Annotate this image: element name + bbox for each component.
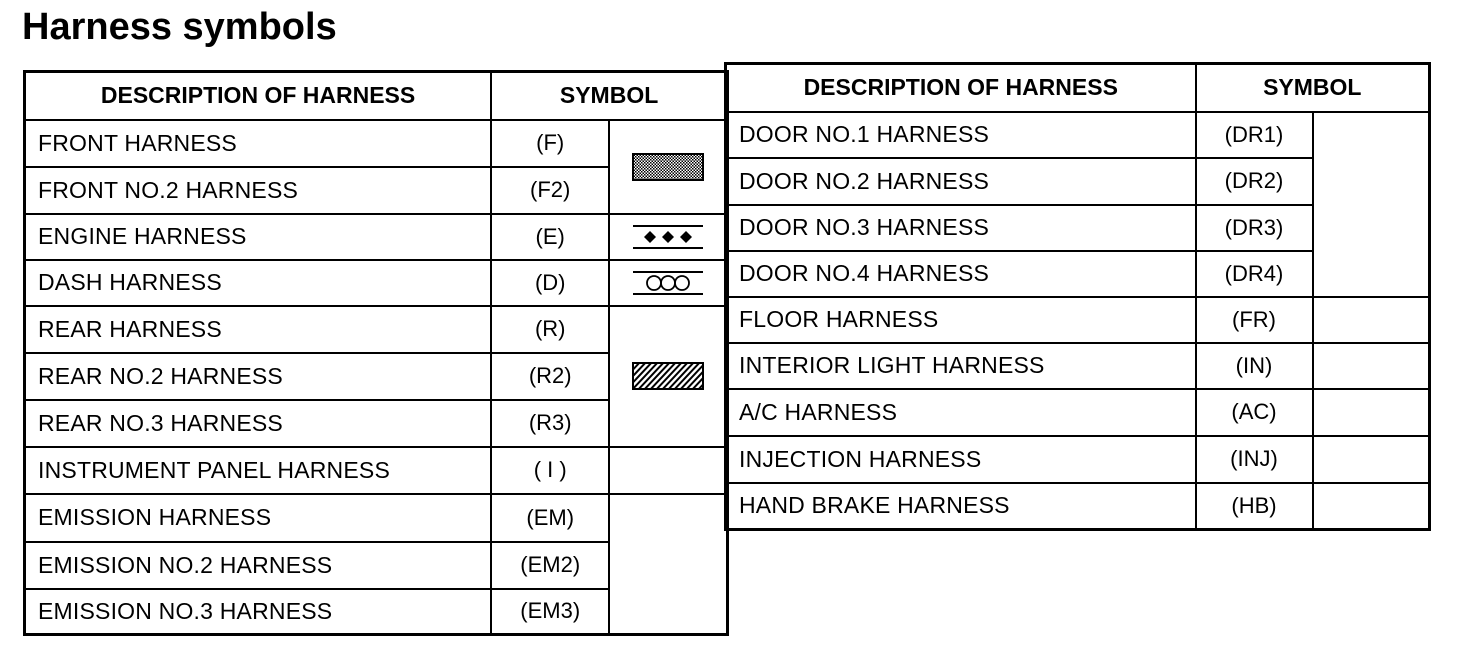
harness-description: FLOOR HARNESS bbox=[726, 297, 1196, 343]
harness-description: HAND BRAKE HARNESS bbox=[726, 483, 1196, 530]
symbol-header: SYMBOL bbox=[1196, 64, 1430, 112]
table-row bbox=[25, 306, 728, 353]
table-row bbox=[25, 494, 728, 542]
symbol-header: SYMBOL bbox=[491, 72, 727, 120]
harness-code: (DR4) bbox=[1196, 251, 1313, 297]
harness-description: EMISSION NO.2 HARNESS bbox=[25, 542, 492, 589]
empty-symbol-cell bbox=[1313, 436, 1430, 483]
engine-symbol-cell bbox=[609, 214, 727, 260]
harness-code: (AC) bbox=[1196, 389, 1313, 436]
harness-description: INSTRUMENT PANEL HARNESS bbox=[25, 447, 492, 494]
harness-code: (R2) bbox=[491, 353, 609, 400]
dotted-fill-icon bbox=[632, 153, 704, 181]
empty-symbol-cell bbox=[1313, 343, 1430, 389]
hatched-fill-icon bbox=[632, 362, 704, 390]
table-row bbox=[726, 436, 1430, 483]
table-row bbox=[726, 483, 1430, 530]
empty-symbol-cell bbox=[609, 494, 727, 635]
table-header-row bbox=[25, 72, 728, 120]
harness-description: REAR NO.2 HARNESS bbox=[25, 353, 492, 400]
harness-code: (EM2) bbox=[491, 542, 609, 589]
right-harness-table bbox=[724, 62, 1431, 531]
left-harness-table bbox=[23, 70, 729, 636]
harness-code: (E) bbox=[491, 214, 609, 260]
table-row bbox=[726, 343, 1430, 389]
table-row bbox=[726, 389, 1430, 436]
rear-symbol-cell bbox=[609, 306, 727, 447]
empty-symbol-cell bbox=[609, 447, 727, 494]
harness-code: (EM3) bbox=[491, 589, 609, 635]
empty-symbol-cell bbox=[1313, 389, 1430, 436]
harness-code: (FR) bbox=[1196, 297, 1313, 343]
harness-description: INTERIOR LIGHT HARNESS bbox=[726, 343, 1196, 389]
harness-description: DOOR NO.3 HARNESS bbox=[726, 205, 1196, 251]
harness-code: (DR3) bbox=[1196, 205, 1313, 251]
harness-code: (INJ) bbox=[1196, 436, 1313, 483]
table-row bbox=[25, 447, 728, 494]
diamond-line-icon bbox=[632, 223, 704, 251]
empty-symbol-cell bbox=[1313, 483, 1430, 530]
harness-code: (R3) bbox=[491, 400, 609, 447]
harness-description: EMISSION HARNESS bbox=[25, 494, 492, 542]
harness-description: ENGINE HARNESS bbox=[25, 214, 492, 260]
table-row bbox=[25, 260, 728, 306]
page-title: Harness symbols bbox=[22, 6, 337, 48]
empty-symbol-cell bbox=[1313, 297, 1430, 343]
harness-code: (DR1) bbox=[1196, 112, 1313, 158]
harness-code: (R) bbox=[491, 306, 609, 353]
harness-description: DOOR NO.4 HARNESS bbox=[726, 251, 1196, 297]
harness-description: REAR NO.3 HARNESS bbox=[25, 400, 492, 447]
harness-code: ( I ) bbox=[491, 447, 609, 494]
front-symbol-cell bbox=[609, 120, 727, 214]
description-header: DESCRIPTION OF HARNESS bbox=[25, 72, 492, 120]
table-header-row bbox=[726, 64, 1430, 112]
harness-description: FRONT HARNESS bbox=[25, 120, 492, 167]
table-row bbox=[726, 112, 1430, 158]
harness-code: (DR2) bbox=[1196, 158, 1313, 205]
harness-code: (HB) bbox=[1196, 483, 1313, 530]
table-row bbox=[25, 214, 728, 260]
harness-code: (D) bbox=[491, 260, 609, 306]
table-row bbox=[25, 120, 728, 167]
harness-description: INJECTION HARNESS bbox=[726, 436, 1196, 483]
description-header: DESCRIPTION OF HARNESS bbox=[726, 64, 1196, 112]
empty-symbol-cell bbox=[1313, 112, 1430, 297]
harness-description: DOOR NO.1 HARNESS bbox=[726, 112, 1196, 158]
harness-code: (IN) bbox=[1196, 343, 1313, 389]
harness-code: (EM) bbox=[491, 494, 609, 542]
harness-description: FRONT NO.2 HARNESS bbox=[25, 167, 492, 214]
harness-code: (F) bbox=[491, 120, 609, 167]
circle-line-icon bbox=[632, 269, 704, 297]
harness-description: EMISSION NO.3 HARNESS bbox=[25, 589, 492, 635]
harness-description: A/C HARNESS bbox=[726, 389, 1196, 436]
harness-description: REAR HARNESS bbox=[25, 306, 492, 353]
harness-code: (F2) bbox=[491, 167, 609, 214]
dash-symbol-cell bbox=[609, 260, 727, 306]
harness-description: DASH HARNESS bbox=[25, 260, 492, 306]
harness-description: DOOR NO.2 HARNESS bbox=[726, 158, 1196, 205]
table-row bbox=[726, 297, 1430, 343]
